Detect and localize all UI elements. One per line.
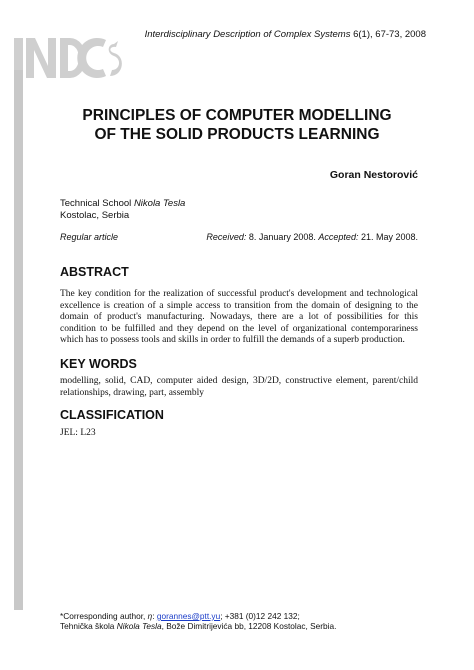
article-type: Regular article <box>60 232 119 242</box>
email-colon: : <box>152 611 157 621</box>
address-name: Nikola Tesla <box>116 621 162 631</box>
affiliation-city: Kostolac, Serbia <box>60 210 130 221</box>
abstract-heading: ABSTRACT <box>60 265 129 279</box>
footnote <box>60 611 336 631</box>
accepted-date: 21. May 2008. <box>358 232 418 242</box>
keywords-heading: KEY WORDS <box>60 357 137 371</box>
received-label: Received: <box>206 232 247 242</box>
paper-title <box>36 106 438 144</box>
title-line-1: PRINCIPLES OF COMPUTER MODELLING <box>82 107 392 124</box>
margin-bar <box>14 70 23 610</box>
accepted-label: Accepted: <box>318 232 359 242</box>
title-line-2: OF THE SOLID PRODUCTS LEARNING <box>94 126 380 143</box>
citation-info: 6(1), 67-73, 2008 <box>350 29 426 40</box>
corresponding-prefix: *Corresponding author, <box>60 611 148 621</box>
keywords-text: modelling, solid, CAD, computer aided design, 3D/2D, constructive element, parent/child relationships, drawing, part, assembly <box>60 376 418 398</box>
journal-citation <box>145 29 426 40</box>
affiliation-prefix: Technical School <box>60 198 134 209</box>
eta-symbol: η <box>147 611 153 621</box>
journal-name: Interdisciplinary Description of Complex Systems <box>144 29 351 40</box>
article-dates <box>206 232 418 242</box>
classification-text: JEL: L23 <box>60 428 96 438</box>
affiliation <box>60 198 185 222</box>
phone-number: ; +381 (0)12 242 132; <box>220 611 300 621</box>
indecs-logo-icon <box>14 30 134 82</box>
affiliation-name: Nikola Tesla <box>133 198 186 209</box>
received-date: 8. January 2008. <box>246 232 319 242</box>
author-name: Goran Nestorović <box>329 169 418 181</box>
address-rest: , Bože Dimitrijevića bb, 12208 Kostolac, Serbia. <box>161 621 337 631</box>
email-link[interactable]: gorannes@ptt.yu <box>156 611 221 621</box>
classification-heading: CLASSIFICATION <box>60 408 164 422</box>
address-prefix: Tehnička škola <box>60 621 117 631</box>
abstract-text: The key condition for the realization of successful product's development and technological excellence is creation of a simple access to transition from the domain of designing to the domain of product's manufacturing. Nowadays, there are a lot of possibilities for this condition to be fulfilled and they depend on the level of organizational contemporariness which has to possess tools and skills in order to fulfill the demands of a superb production. <box>60 289 418 345</box>
